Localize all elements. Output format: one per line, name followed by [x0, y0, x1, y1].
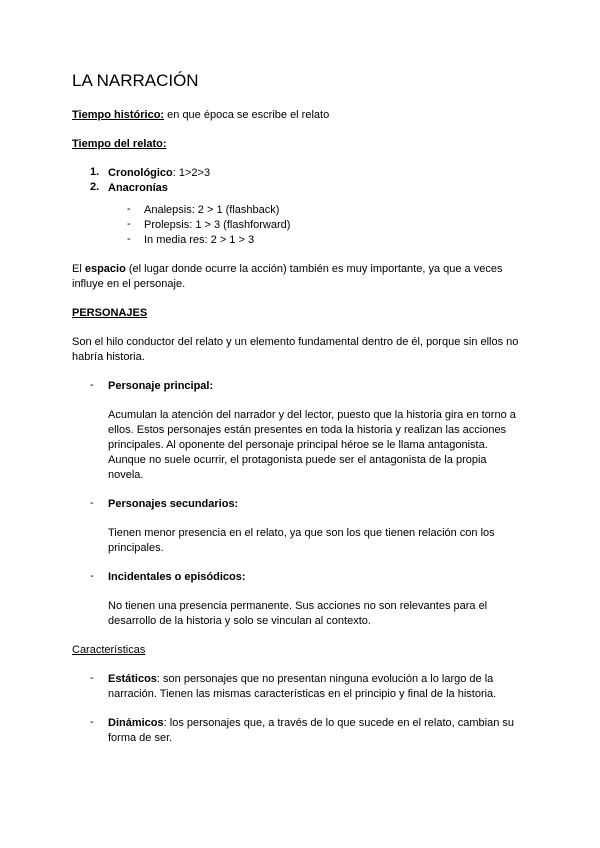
principal-line: novela.: [108, 469, 144, 481]
secundarios-line: principales.: [108, 542, 164, 554]
sub-item-in-media-res: In media res: 2 > 1 > 3: [144, 234, 255, 246]
secundarios-line: Tienen menor presencia en el relato, ya que son los que tienen relación con los: [108, 527, 495, 539]
bullet-dash: -: [90, 379, 94, 391]
cronologico-text: : 1>2>3: [172, 167, 211, 179]
bullet-dash: -: [90, 716, 94, 728]
bullet-dash: -: [90, 497, 94, 509]
espacio-line-1: [72, 262, 502, 277]
incidentales-line: desarrollo de la historia y solo se vinculan al contexto.: [108, 615, 371, 627]
bullet-dash: -: [127, 218, 131, 230]
caracteristicas-heading: Características: [72, 644, 146, 656]
principal-line: Acumulan la atención del narrador y del lector, puesto que la historia gira en torno a: [108, 409, 516, 421]
bullet-dash: -: [90, 570, 94, 582]
dinamicos-line-1: [108, 716, 514, 731]
tiempo-historico-line: [72, 108, 329, 123]
dinamicos-line-2: forma de ser.: [108, 732, 173, 744]
cronologico-label: Cronológico: [108, 167, 173, 179]
tiempo-relato-heading: Tiempo del relato:: [72, 138, 167, 150]
espacio-rest: (el lugar donde ocurre la acción) también es muy importante, ya que a veces: [125, 263, 503, 275]
principal-line: Aunque no suele ocurrir, el protagonista puede ser el antagonista de la propia: [108, 454, 487, 466]
estaticos-label: Estáticos: [108, 673, 157, 685]
list-number-1: 1.: [90, 166, 100, 178]
incidentales-label: Incidentales o episódicos:: [108, 571, 246, 583]
list-item-cronologico: [108, 166, 210, 181]
sub-item-analepsis: Analepsis: 2 > 1 (flashback): [144, 204, 280, 216]
personajes-secundarios-label: Personajes secundarios:: [108, 498, 239, 510]
principal-line: principales. Al oponente del personaje principal héroe se le llama antagonista.: [108, 439, 488, 451]
tiempo-historico-text: en que época se escribe el relato: [164, 109, 330, 121]
tiempo-historico-label: Tiempo histórico:: [72, 109, 165, 121]
personajes-heading: PERSONAJES: [72, 307, 148, 319]
personajes-intro-line-2: habría historia.: [72, 351, 145, 363]
list-number-2: 2.: [90, 181, 100, 193]
sub-item-prolepsis: Prolepsis: 1 > 3 (flashforward): [144, 219, 291, 231]
espacio-pre: El: [72, 263, 85, 275]
principal-line: ellos. Estos personajes están presentes en toda la historia y realizan las acciones: [108, 424, 507, 436]
document-title: LA NARRACIÓN: [72, 71, 199, 90]
dinamicos-text: : los personajes que, a través de lo que sucede en el relato, cambian su: [163, 717, 515, 729]
espacio-bold: espacio: [84, 263, 126, 275]
bullet-dash: -: [90, 672, 94, 684]
estaticos-line-2: narración. Tienen las mismas características en el principio y final de la historia.: [108, 688, 497, 700]
personajes-intro-line-1: Son el hilo conductor del relato y un elemento fundamental dentro de él, porque sin ellos no: [72, 336, 519, 348]
personaje-principal-label: Personaje principal:: [108, 380, 214, 392]
incidentales-line: No tienen una presencia permanente. Sus acciones no son relevantes para el: [108, 600, 488, 612]
bullet-dash: -: [127, 203, 131, 215]
estaticos-line-1: [108, 672, 493, 687]
list-item-anacronias: Anacronías: [108, 182, 168, 194]
bullet-dash: -: [127, 233, 131, 245]
espacio-line-2: influye en el personaje.: [72, 278, 186, 290]
estaticos-text: : son personajes que no presentan ninguna evolución a lo largo de la: [156, 673, 494, 685]
dinamicos-label: Dinámicos: [108, 717, 164, 729]
